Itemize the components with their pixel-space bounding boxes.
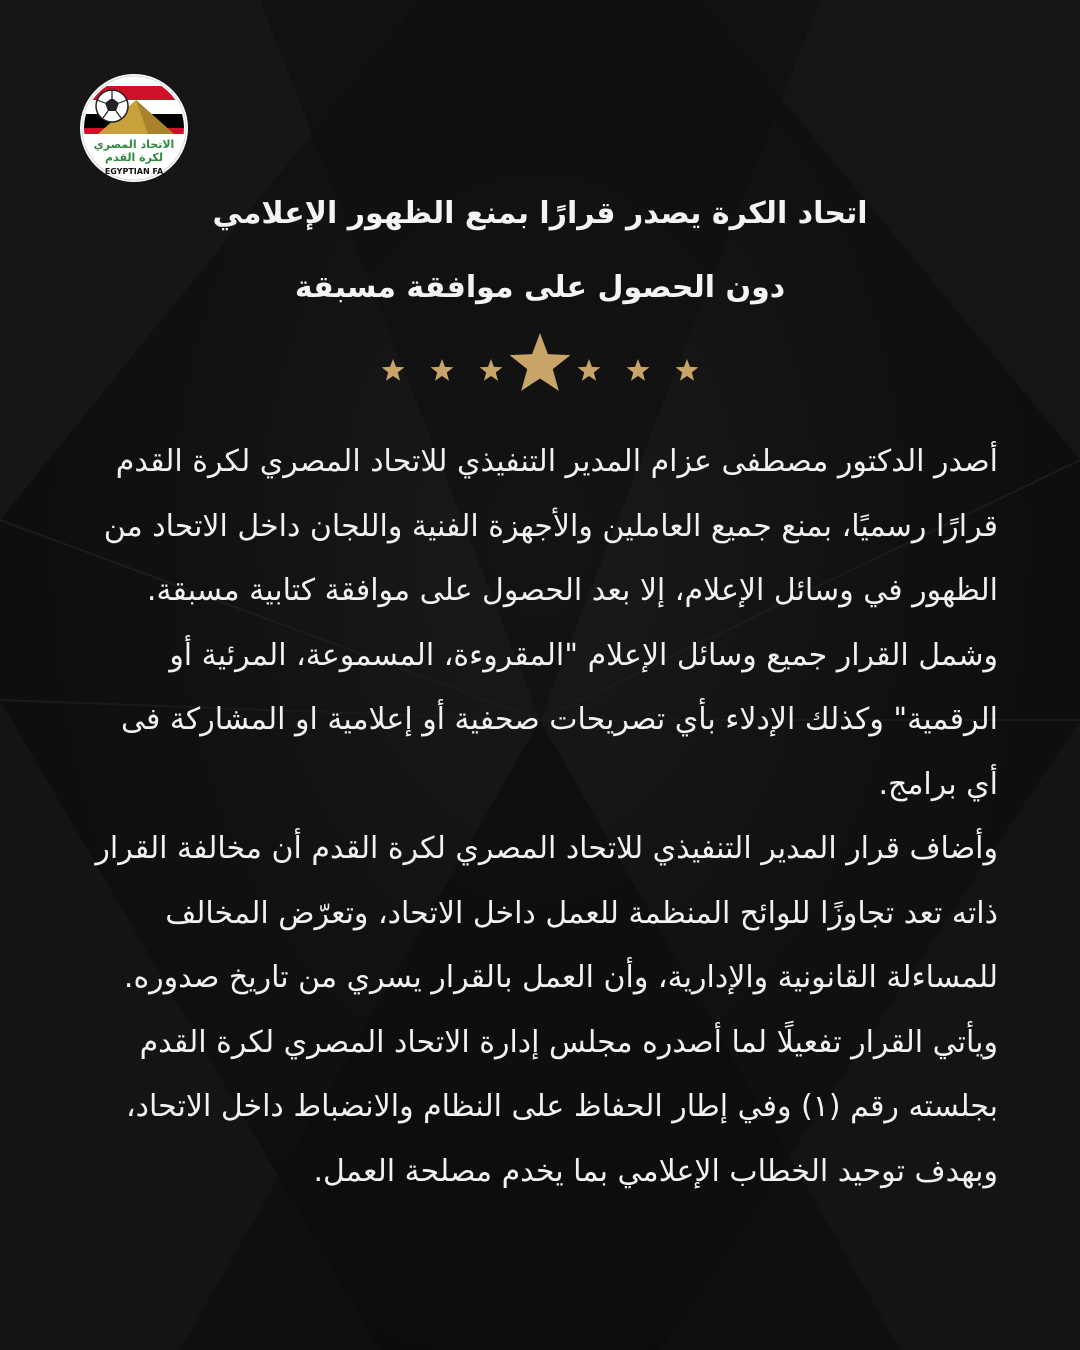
body-paragraph-4: ويأتي القرار تفعيلًا لما أصدره مجلس إدارة الاتحاد المصري لكرة القدم بجلسته رقم (١) وفي إطار الحفاظ على النظام والانضباط داخل الاتحاد، وبهدف توحيد الخطاب الإعلامي بما يخدم مصلحة العمل. — [125, 1024, 998, 1189]
star-icon — [627, 359, 650, 381]
announcement-body — [84, 430, 998, 1204]
body-paragraph-2: وشمل القرار جميع وسائل الإعلام "المقروءة، المسموعة، المرئية أو الرقمية" وكذلك الإدلاء بأي تصريحات صحفية أو إعلامية او المشاركة فى أي برامج. — [120, 637, 998, 802]
star-icon — [480, 359, 503, 381]
star-icon — [431, 359, 454, 381]
body-paragraph-3: وأضاف قرار المدير التنفيذي للاتحاد المصري لكرة القدم أن مخالفة القرار ذاته تعد تجاوزًا للوائح المنظمة للعمل داخل الاتحاد، وتعرّض المخالف للمساءلة القانونية والإدارية، وأن العمل بالقرار يسري من تاريخ صدوره. — [95, 831, 998, 995]
body-paragraph-1: أصدر الدكتور مصطفى عزام المدير التنفيذي للاتحاد المصري لكرة القدم قرارًا رسميًا، بمنع جميع العاملين والأجهزة الفنية واللجان داخل الاتحاد من الظهور في وسائل الإعلام، إلا بعد الحصول على موافقة كتابية مسبقة. — [103, 444, 998, 608]
star-icon — [578, 359, 601, 381]
headline-line-1: اتحاد الكرة يصدر قرارًا بمنع الظهور الإعلامي — [212, 196, 868, 231]
logo-emblem — [78, 72, 190, 184]
star-icon — [382, 359, 405, 381]
star-icon-large — [510, 333, 571, 391]
headline-line-2: دون الحصول على موافقة مسبقة — [294, 270, 786, 305]
logo-arabic-line2: لكرة القدم — [105, 151, 163, 164]
stars-svg — [370, 328, 710, 398]
star-icon — [676, 359, 699, 381]
stars-divider — [370, 328, 710, 398]
egyptian-fa-logo — [78, 72, 190, 184]
logo-arabic-line1: الاتحاد المصري — [93, 138, 175, 151]
logo-english-text: EGYPTIAN FA — [104, 167, 164, 176]
